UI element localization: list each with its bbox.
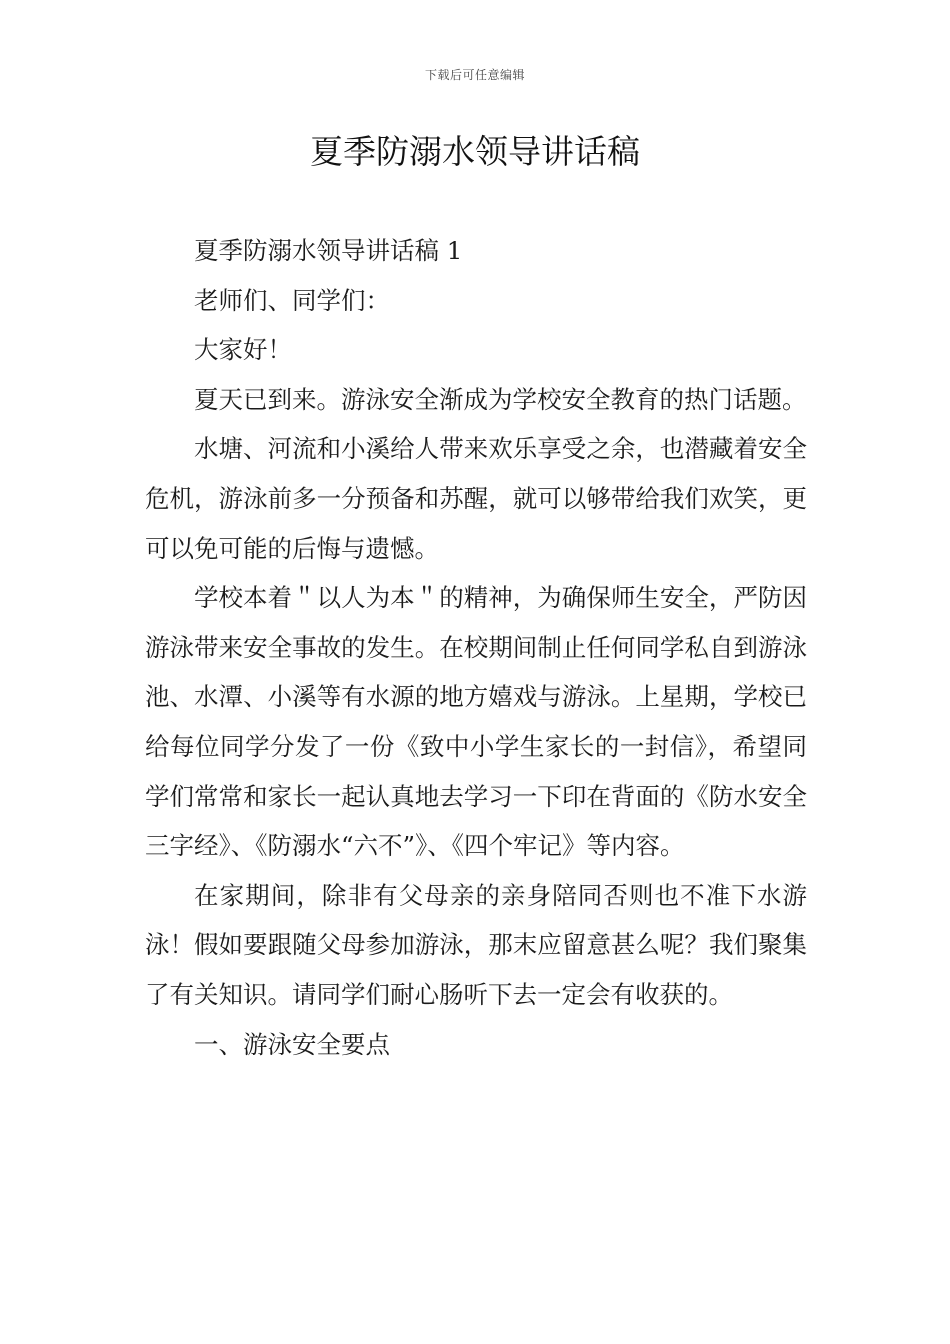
- paragraph-school-policy: 学校本着＂以人为本＂的精神，为确保师生安全，严防因游泳带来安全事故的发生。在校期间制止任何同学私自到游泳池、水潭、小溪等有水源的地方嬉戏与游泳。上星期，学校已给每位同学分发了一份《致中小学生家长的一封信》，希望同学们常常和家长一起认真地去学习一下印在背面的《防水安全三字经》、《防溺水“六不”》、《四个牢记》等内容。: [145, 583, 807, 861]
- paragraph-home-policy: 在家期间，除非有父母亲的亲身陪同否则也不准下水游泳！假如要跟随父母参加游泳，那末应留意甚么呢？我们聚集了有关知识。请同学们耐心肠听下去一定会有收获的。: [145, 880, 807, 1009]
- paragraph-subtitle: 夏季防溺水领导讲话稿 1: [194, 236, 463, 265]
- document-title: 夏季防溺水领导讲话稿: [310, 132, 640, 171]
- paragraph-danger: 水塘、河流和小溪给人带来欢乐享受之余，也潜藏着安全危机，游泳前多一分预备和苏醒，就可以够带给我们欢笑，更可以免可能的后悔与遗憾。: [145, 434, 807, 563]
- header-note: 下载后可任意编辑: [424, 68, 525, 82]
- section-heading: 一、游泳安全要点: [194, 1029, 390, 1059]
- paragraph-intro: 夏天已到来。游泳安全渐成为学校安全教育的热门话题。: [194, 384, 807, 414]
- paragraph-salutation: 老师们、同学们：: [194, 285, 390, 315]
- paragraph-greeting: 大家好！: [194, 335, 292, 365]
- document-body: [145, 226, 807, 1069]
